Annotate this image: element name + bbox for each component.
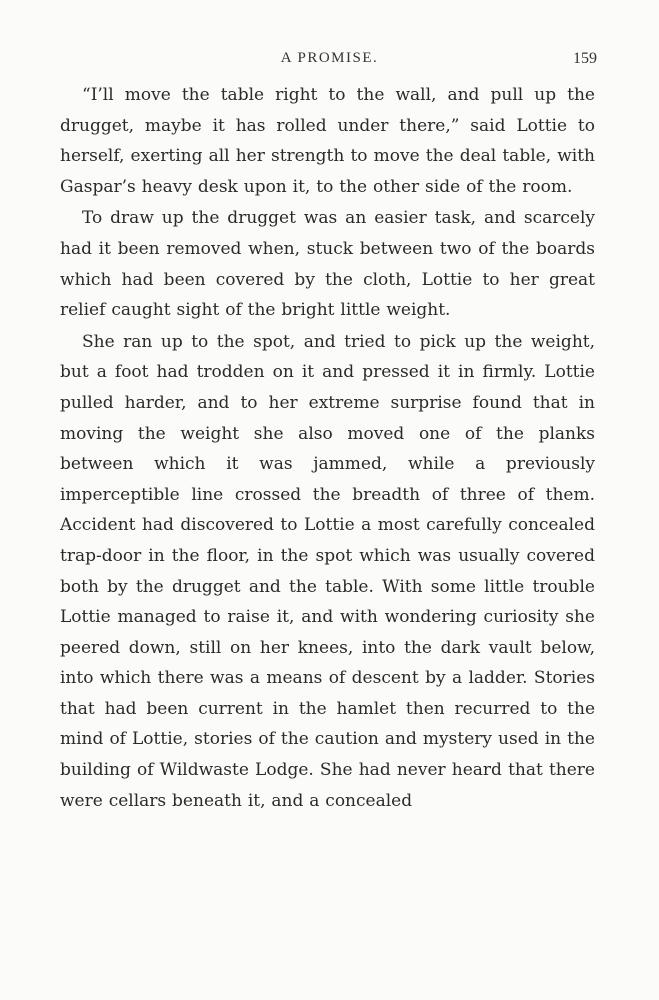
paragraph-3: She ran up to the spot, and tried to pick up the weight, but a foot had trodden on it and pressed it in firmly. Lottie pulled harder, and to her extreme surprise found that in moving the weight she also moved one of the planks between which it was jammed, while a previously imperceptible line crossed the breadth of three of them. Accident had discovered to Lottie a most carefully concealed trap-door in the floor, in the spot which was usually covered both by the drugget and the table. With some little trouble Lottie managed to raise it, and with wondering curiosity she peered down, still on her knees, into the dark vault below, into which there was a means of descent by a ladder. Stories that had been current in the hamlet then recurred to the mind of Lottie, stories of the caution and mystery used in the building of Wildwaste Lodge. She had never heard that there were cellars beneath it, and a concealed: [60, 331, 595, 811]
running-header: [0, 48, 659, 72]
paragraph-1: “I’ll move the table right to the wall, and pull up the drugget, maybe it has rolled under there,” said Lottie to herself, exerting all her strength to move the deal table, with Gaspar’s heavy desk upon it, to the other side of the room.: [60, 85, 595, 197]
paragraph-2: To draw up the drugget was an easier task, and scarcely had it been removed when, stuck between two of the boards which had been covered by the cloth, Lottie to her great relief caught sight of the bright little weight.: [60, 208, 595, 321]
chapter-title: A PROMISE.: [280, 50, 379, 66]
body-text: [60, 80, 595, 816]
page-number: 159: [573, 50, 597, 67]
